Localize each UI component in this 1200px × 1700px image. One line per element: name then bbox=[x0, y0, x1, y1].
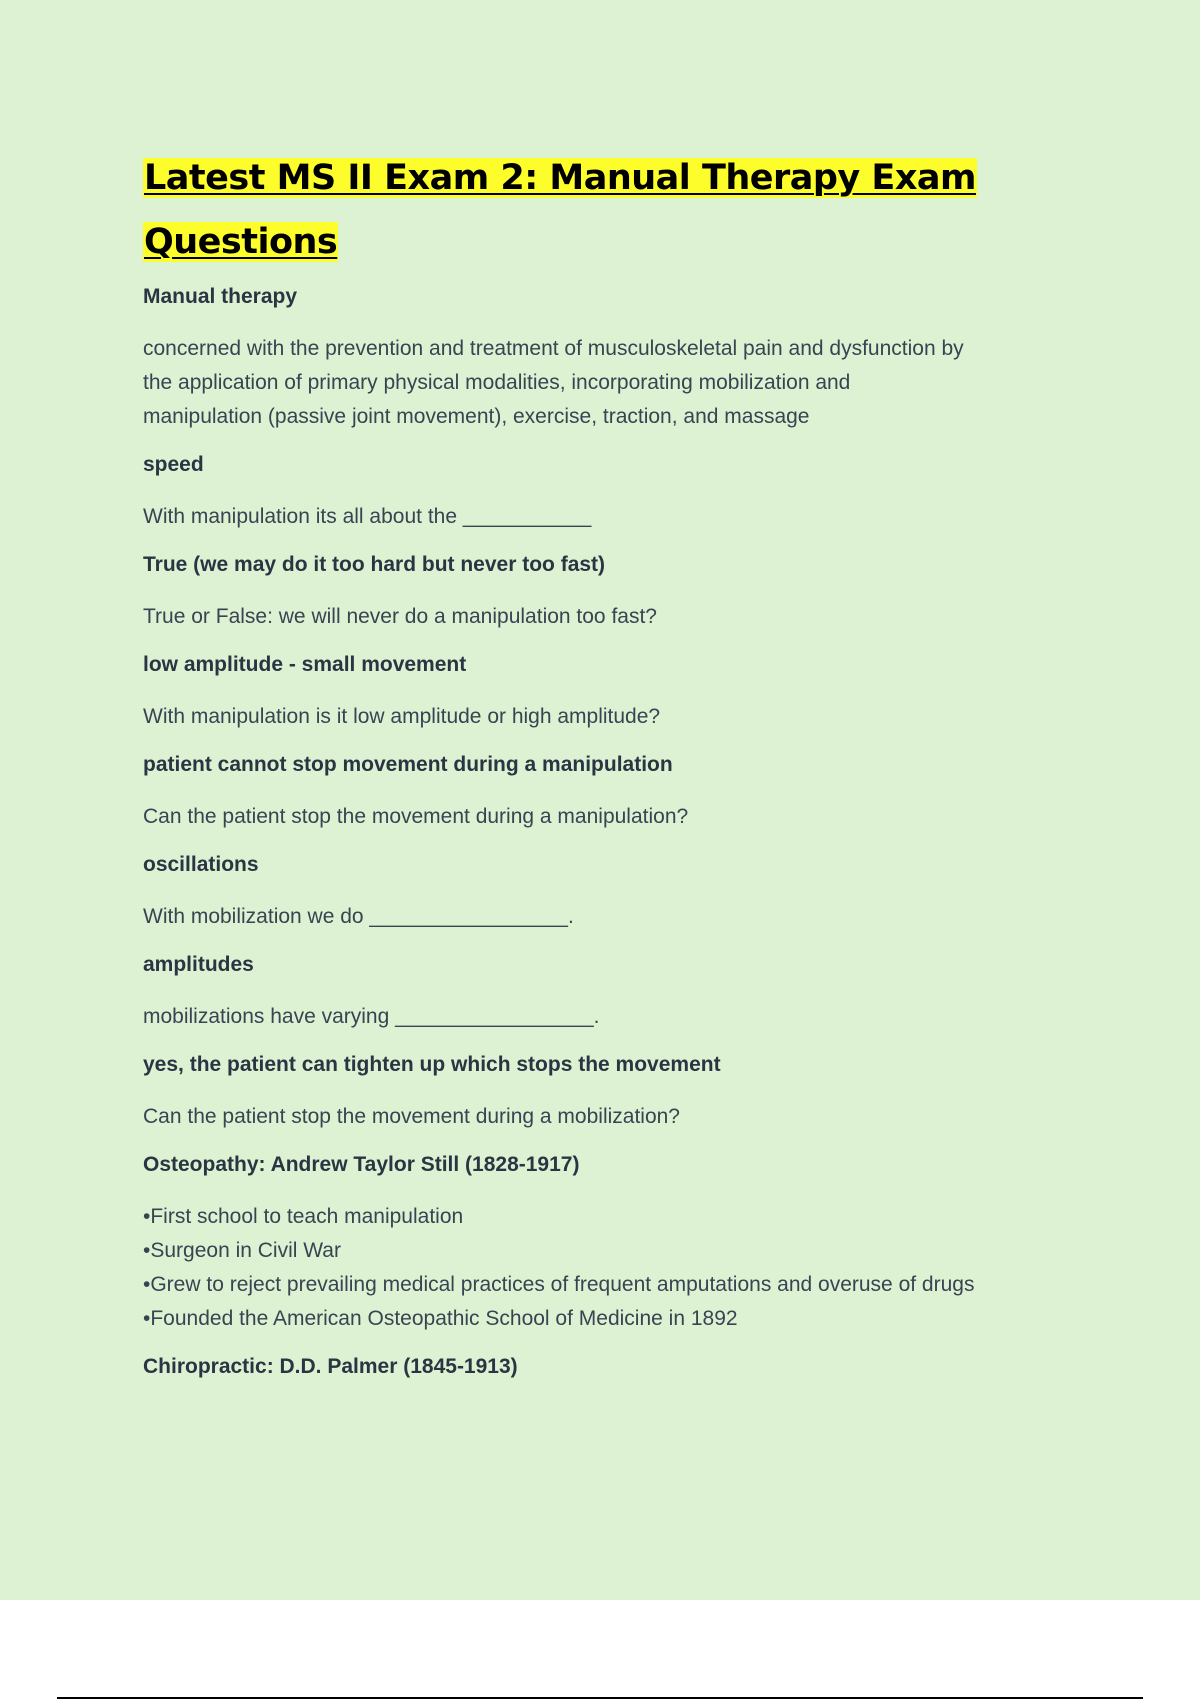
flashcard bbox=[143, 750, 1083, 834]
card-definition bbox=[143, 500, 1083, 534]
card-definition bbox=[143, 332, 1083, 434]
flashcard bbox=[143, 550, 1083, 634]
definition-line: Can the patient stop the movement during a manipulation? bbox=[143, 805, 689, 828]
definition-line: concerned with the prevention and treatment of musculoskeletal pain and dysfunction by bbox=[143, 337, 964, 360]
flashcard bbox=[143, 950, 1083, 1034]
flashcard bbox=[143, 450, 1083, 534]
flashcard bbox=[143, 850, 1083, 934]
definition-line: •Grew to reject prevailing medical practices of frequent amputations and overuse of drugs bbox=[143, 1273, 975, 1296]
flashcard bbox=[143, 282, 1083, 434]
card-definition bbox=[143, 600, 1083, 634]
document-title bbox=[143, 146, 1083, 274]
flashcard-list bbox=[143, 282, 1083, 1382]
definition-line: With manipulation its all about the ___________ bbox=[143, 505, 592, 528]
title-line: Latest MS II Exam 2: Manual Therapy Exam bbox=[144, 158, 976, 198]
card-definition bbox=[143, 1100, 1083, 1134]
definition-line: •Surgeon in Civil War bbox=[143, 1239, 341, 1262]
card-term: Manual therapy bbox=[143, 285, 298, 308]
definition-line: mobilizations have varying _________________. bbox=[143, 1005, 600, 1028]
document-content bbox=[143, 146, 1083, 1402]
flashcard bbox=[143, 1352, 1083, 1382]
card-term: True (we may do it too hard but never too fast) bbox=[143, 553, 606, 576]
card-definition bbox=[143, 700, 1083, 734]
definition-line: manipulation (passive joint movement), exercise, traction, and massage bbox=[143, 405, 810, 428]
card-term: Osteopathy: Andrew Taylor Still (1828-1917) bbox=[143, 1153, 580, 1176]
card-term: speed bbox=[143, 453, 204, 476]
definition-line: With manipulation is it low amplitude or high amplitude? bbox=[143, 705, 661, 728]
flashcard bbox=[143, 1150, 1083, 1336]
card-term: low amplitude - small movement bbox=[143, 653, 467, 676]
card-term: oscillations bbox=[143, 853, 259, 876]
definition-line: True or False: we will never do a manipulation too fast? bbox=[143, 605, 657, 628]
card-term: yes, the patient can tighten up which stops the movement bbox=[143, 1053, 721, 1076]
card-definition bbox=[143, 1000, 1083, 1034]
card-term: patient cannot stop movement during a manipulation bbox=[143, 753, 673, 776]
card-definition bbox=[143, 1200, 1083, 1336]
card-definition bbox=[143, 900, 1083, 934]
flashcard bbox=[143, 1050, 1083, 1134]
definition-line: •Founded the American Osteopathic School of Medicine in 1892 bbox=[143, 1307, 738, 1330]
card-definition bbox=[143, 800, 1083, 834]
card-term: amplitudes bbox=[143, 953, 254, 976]
definition-line: With mobilization we do _________________. bbox=[143, 905, 574, 928]
footer-divider bbox=[57, 1697, 1143, 1699]
title-line: Questions bbox=[144, 222, 338, 262]
flashcard bbox=[143, 650, 1083, 734]
definition-line: •First school to teach manipulation bbox=[143, 1205, 464, 1228]
definition-line: the application of primary physical modalities, incorporating mobilization and bbox=[143, 371, 851, 394]
definition-line: Can the patient stop the movement during a mobilization? bbox=[143, 1105, 680, 1128]
card-term: Chiropractic: D.D. Palmer (1845-1913) bbox=[143, 1355, 518, 1378]
